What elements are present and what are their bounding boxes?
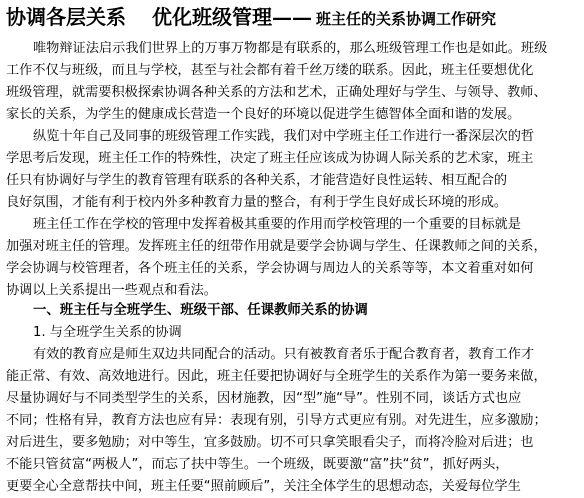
- sub-heading: 1. 与全班学生关系的协调: [33, 325, 182, 340]
- paragraph-line: 学会协调与校管理者，各个班主任的关系，学会协调与周边人的关系等等，本文着重对如何: [6, 261, 534, 276]
- paragraph-line: 对后进生，要多勉励；对中等生，宜多鼓励。切不可只拿笑眼看尖子，而将冷脸对后进；也: [6, 435, 534, 450]
- title-main: 协调各层关系: [6, 5, 126, 29]
- paragraph-line: 有效的教育应是师生双边共同配合的活动。只有被教育者乐于配合教育者，教育工作才: [33, 347, 535, 362]
- paragraph-line: 良好氛围，才能有利于校内外多种教育力量的整合，有利于学生良好成长环境的形成。: [6, 195, 508, 210]
- title-middle: 优化班级管理——: [152, 5, 312, 29]
- paragraph-line: 任只有协调好与学生的教育管理有联系的各种关系，才能营造好良性运转、相互配合的: [6, 173, 508, 188]
- section-heading: 一、班主任与全班学生、班级干部、任课教师关系的协调: [33, 303, 368, 318]
- paragraph-line: 班主任工作在学校的管理中发挥着极其重要的作用而学校管理的一个重要的目标就是: [33, 217, 521, 232]
- title-subtitle: 班主任的关系协调工作研究: [316, 10, 497, 28]
- paragraph-line: 唯物辩证法启示我们世界上的万事万物都是有联系的，那么班级管理工作也是如此。班级: [33, 41, 548, 56]
- paragraph-line: 加强对班主任的管理。发挥班主任的纽带作用就是要学会协调与学生、任课教师之间的关系，: [6, 239, 547, 254]
- paragraph-line: 工作不仅与班级，而且与学校，甚至与社会都有着千丝万缕的联系。因此，班主任要想优化: [6, 63, 534, 78]
- paragraph-line: 不同；性格有异，教育方法也应有异：表现有别，引导方式更应有别。对先进生，应多激励；: [6, 413, 547, 428]
- paragraph-line: 更要全心全意帮扶中间，班主任要“照前顾后”，关注全体学生的思想动态，关爱每位学生: [6, 479, 521, 494]
- paragraph-line: 家长的关系，为学生的健康成长营造一个良好的环境以促进学生德智体全面和谐的发展。: [6, 107, 521, 122]
- paragraph-line: 纵览十年自己及同事的班级管理工作实践，我们对中学班主任工作进行一番深层次的哲: [33, 129, 535, 144]
- paragraph-line: 班级管理，就需要积极探索协调各种关系的方法和艺术，正确处理好与学生、与领导、教师、: [6, 85, 547, 100]
- paragraph-line: 能正常、有效、高效地进行。因此，班主任要把协调好与全班学生的关系作为第一要务来做，: [6, 369, 547, 384]
- paragraph-line: 学思考后发现，班主任工作的特殊性，决定了班主任应该成为协调人际关系的艺术家，班主: [6, 151, 534, 166]
- paragraph-line: 不能只管贫富“两极人”，而忘了扶中等生。一个班级，既要激“富”扶“贫”，抓好两头，: [6, 457, 509, 472]
- document-title: [6, 2, 496, 32]
- paragraph-line: 尽量协调好与不同类型学生的关系，因材施教，因“型”施“导”。性别不同，谈话方式也应: [6, 391, 522, 406]
- paragraph-line: 协调以上关系提出一些观点和看法。: [6, 283, 217, 298]
